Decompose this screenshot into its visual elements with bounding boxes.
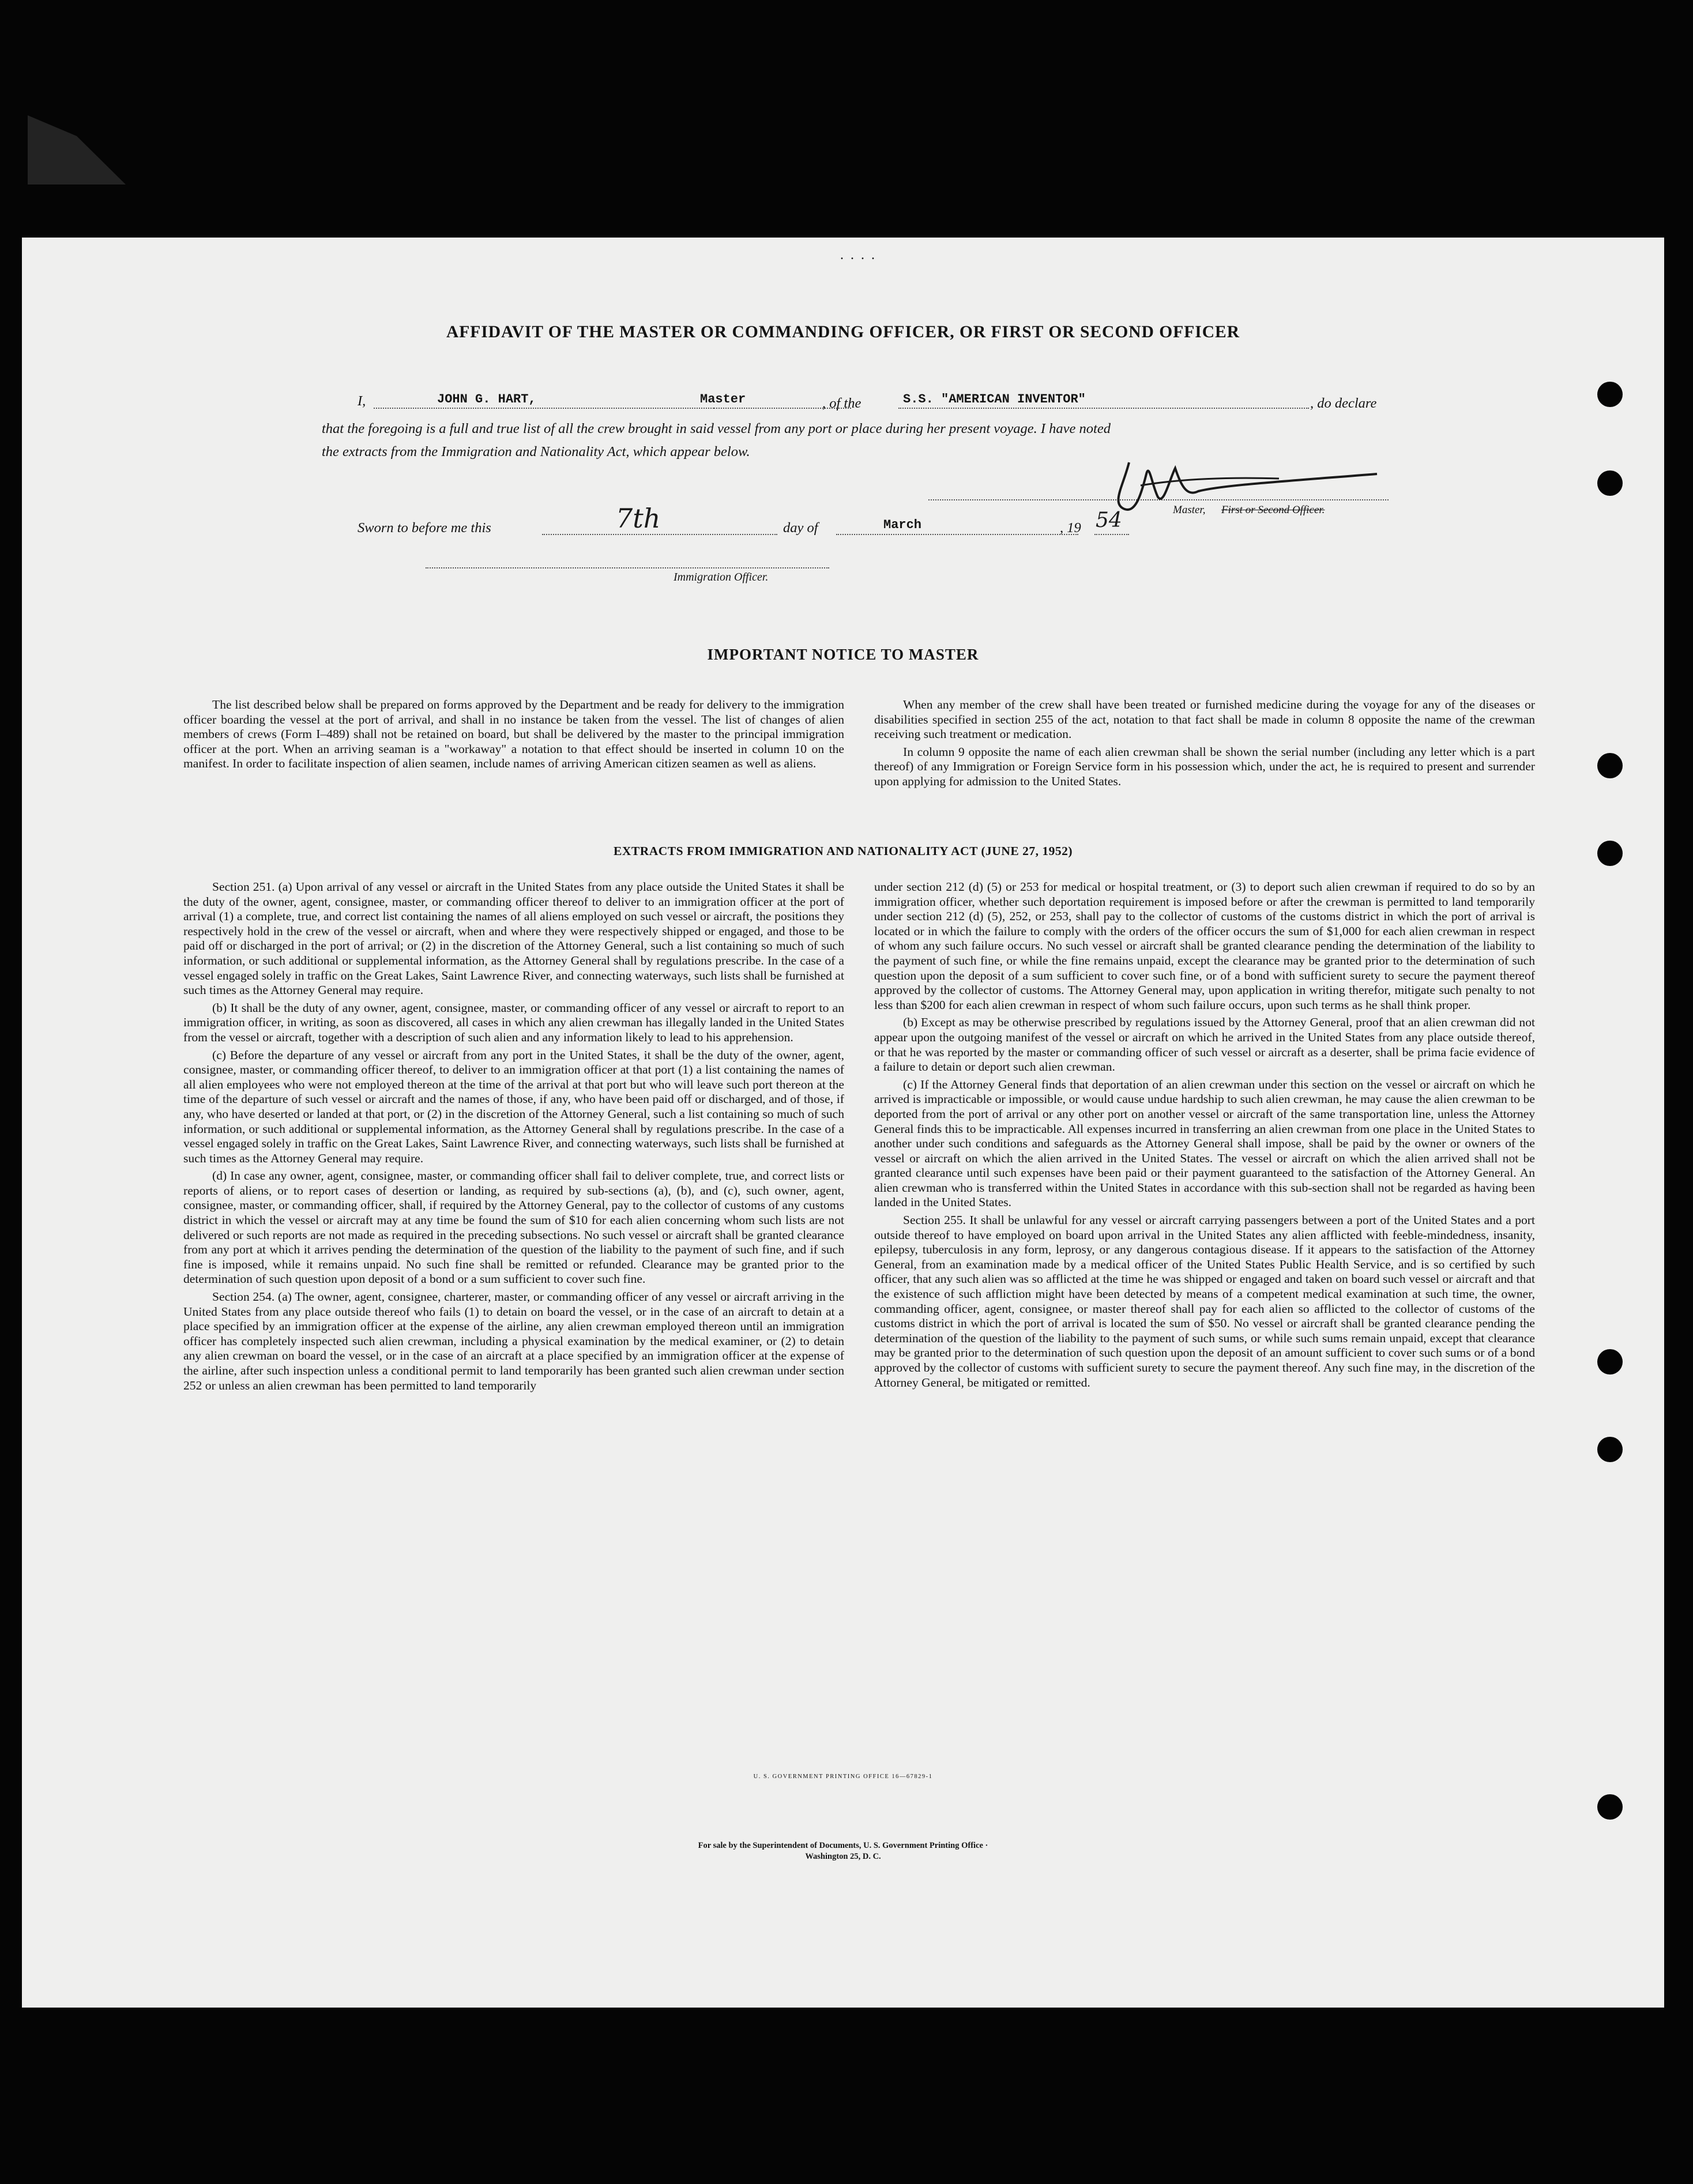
notice-right-column — [874, 698, 1535, 792]
month-line — [836, 534, 1078, 535]
sale-line-1: For sale by the Superintendent of Documents, U. S. Government Printing Office · — [698, 1841, 988, 1850]
do-declare-label: , do declare — [1310, 396, 1377, 411]
pronoun-i: I, — [358, 393, 366, 409]
punch-hole — [1597, 470, 1623, 496]
affidavit-title: AFFIDAVIT OF THE MASTER OR COMMANDING OFFICER, OR FIRST OR SECOND OFFICER — [446, 323, 1240, 341]
of-the-label: , of the — [822, 396, 861, 411]
punch-hole — [1597, 841, 1623, 866]
signature-caption-master: Master, — [1173, 504, 1206, 516]
notice-left-column — [183, 698, 844, 774]
punch-hole — [1597, 382, 1623, 407]
notice-right-paragraph-2: In column 9 opposite the name of each alien crewman shall be shown the serial number (including any letter which is a part thereof) of any Immigration or Foreign Service form in his possession which, under the act, he is required to present and surrender upon applying for admission to the United States. — [874, 744, 1535, 788]
notice-left-paragraph: The list described below shall be prepared on forms approved by the Department and be ready for delivery to the immigration officer boarding the vessel at the port of arrival, and shall in no instance be taken from the vessel. The list of changes of alien members of crews (Form I–489) shall not be retained on board, but shall be delivered by the master to the principal immigration officer at the port. When an arriving seaman is a "workaway" a notation to that effect should be inserted in column 10 on the manifest. In order to facilitate inspection of alien seamen, include names of arriving American citizen seamen as well as aliens. — [183, 698, 844, 771]
rank-value: Master — [700, 392, 746, 406]
name-line — [374, 408, 714, 409]
day-line — [542, 534, 777, 535]
ink-specks: ···· — [840, 251, 881, 266]
extract-paragraph: (b) It shall be the duty of any owner, agent, consignee, master, or commanding officer of any vessel or aircraft to report to an immigration officer, in writing, as soon as discovered, all cases in which any alien crewman has illegally landed in the United States from the vessel or aircraft, together with a description of such alien and any information likely to lead to his apprehension. — [183, 1000, 844, 1044]
punch-hole — [1597, 1794, 1623, 1820]
punch-hole — [1597, 1437, 1623, 1462]
extract-paragraph: Section 251. (a) Upon arrival of any vessel or aircraft in the United States from any place outside the United States it shall be the duty of the owner, agent, consignee, master, or commanding officer thereof to deliver to an immigration officer at the port of arrival (1) a complete, true, and correct list containing the names of all aliens employed on such vessel or aircraft, the positions they respectively hold in the crew of the vessel or aircraft, when and where they were respectively shipped or engaged, and those to be paid off or discharged in the port of arrival; or (2) in the discretion of the Attorney General, such a list containing so much of such information, or such additional or supplemental information, as the Attorney General shall by regulations prescribe. In the case of a vessel engaged solely in traffic on the Great Lakes, Saint Lawrence River, and connecting waterways, such lists shall be furnished at such times as the Attorney General may require. — [183, 880, 844, 997]
vessel-name: S.S. "AMERICAN INVENTOR" — [903, 392, 1086, 406]
punch-hole — [1597, 1349, 1623, 1375]
extracts-title: EXTRACTS FROM IMMIGRATION AND NATIONALITY ACT (JUNE 27, 1952) — [614, 844, 1073, 858]
extracts-right-column — [874, 880, 1535, 1393]
master-name: JOHN G. HART, — [437, 392, 536, 406]
punch-hole — [1597, 753, 1623, 778]
immigration-officer-caption: Immigration Officer. — [674, 571, 769, 583]
notice-right-paragraph-1: When any member of the crew shall have been treated or furnished medicine during the voyage for any of the diseases or disabilities specified in section 255 of the act, notation to that fact shall be made in column 8 opposite the name of the crewman receiving such treatment or medication. — [874, 698, 1535, 741]
day-handwritten: 7th — [616, 503, 661, 534]
year-handwritten: 54 — [1096, 509, 1122, 532]
month-value: March — [883, 518, 922, 532]
signature-caption-struck: First or Second Officer. — [1221, 504, 1325, 516]
sale-notice — [22, 1840, 1664, 1862]
vessel-line — [898, 408, 1309, 409]
extract-paragraph: Section 255. It shall be unlawful for any vessel or aircraft carrying passengers between a port of the United States and a port outside thereof to have employed on board upon arrival in the United States any alien afflicted with feeble-mindedness, insanity, epilepsy, tuberculosis in any form, leprosy, or any dangerous contagious disease. If it appears to the satisfaction of the Attorney General, from an examination made by a medical officer of the United States Public Health Service, and is so certified by such officer, that any such alien was so afflicted at the time he was shipped or engaged and taken on board such vessel or aircraft and that the existence of such affliction might have been detected by means of a competent medical examination at such time, the owner, commanding officer, agent, consignee, or master thereof shall pay for each alien so afflicted to the collector of customs of the customs district in which the port of arrival is located the sum of $50. No vessel or aircraft shall be granted clearance pending the determination of the question of the liability to the payment of such sums, or while such sums remain unpaid, except that clearance may be granted prior to the determination of such question upon the deposit of an amount sufficient to cover such sums or of a bond approved by the collector of customs with sufficient surety to secure the payment thereof. Any such fine may, in the discretion of the Attorney General, be mitigated or remitted. — [874, 1213, 1535, 1390]
gpo-imprint: U. S. GOVERNMENT PRINTING OFFICE 16—67829-1 — [753, 1773, 933, 1780]
extract-paragraph: (c) Before the departure of any vessel or aircraft from any port in the United States, it shall be the duty of the owner, agent, consignee, master, or commanding officer thereof, to deliver to an immigration officer at that port (1) a list containing the names of all alien employees who were not employed thereon at the time of the arrival at that port but who will leave such port thereon at the time of the departure of such vessel or aircraft and the names of those, if any, who have been paid off or discharged, and of those, if any, who have deserted or landed at that port, or (2) in the discretion of the Attorney General, such a list containing so much of such information, or such additional or supplemental information, as the Attorney General shall by regulations prescribe. In the case of a vessel engaged solely in traffic on the Great Lakes, Saint Lawrence River, and connecting waterways, such lists shall be furnished at such times as the Attorney General may require. — [183, 1048, 844, 1165]
declaration-line-2: the extracts from the Immigration and Nationality Act, which appear below. — [322, 444, 750, 460]
sale-line-2: Washington 25, D. C. — [805, 1852, 881, 1861]
day-of-label: day of — [783, 520, 818, 536]
declaration-line-1: that the foregoing is a full and true list of all the crew brought in said vessel from any port or place during her present voyage. I have noted — [322, 421, 1111, 436]
scan-corner-artifact — [28, 115, 126, 184]
year-line — [1094, 534, 1129, 535]
sworn-label: Sworn to before me this — [358, 520, 491, 536]
year-prefix: , 19 — [1060, 520, 1081, 536]
extract-paragraph: Section 254. (a) The owner, agent, consignee, charterer, master, or commanding officer of any vessel or aircraft arriving in the United States from any place outside thereof who fails (1) to detain on board the vessel, or in the case of an aircraft to detain at a place specified by an immigration officer at the expense of the airline, any alien crewman employed thereon until an immigration officer has completely inspected such alien crewman, including a physical examination by the medical examiner, or (2) to detain any alien crewman on board the vessel, or in the case of an aircraft at a place specified by an immigration officer at the expense of the airline, after such inspection unless a conditional permit to land temporarily has been granted such alien crewman under section 252 or unless an alien crewman has been permitted to land temporarily — [183, 1290, 844, 1392]
extract-paragraph: (b) Except as may be otherwise prescribed by regulations issued by the Attorney General, proof that an alien crewman did not appear upon the outgoing manifest of the vessel or aircraft on which he arrived in the United States from any place outside thereof, or that he was reported by the master or commanding officer of such vessel or aircraft as a deserter, shall be prima facie evidence of a failure to detain or deport such alien crewman. — [874, 1015, 1535, 1074]
immigration-officer-line — [426, 567, 829, 568]
extract-paragraph: (c) If the Attorney General finds that deportation of an alien crewman under this section on the vessel or aircraft on which he arrived is impracticable or impossible, or would cause undue hardship to such alien crewman, he may cause the alien crewman to be deported from the port of arrival or any other port on another vessel or aircraft of the same transportation line, unless the Attorney General finds this to be impracticable. All expenses incurred in transferring an alien crewman from one place in the United States to another under such conditions and safeguards as the Attorney General shall impose, shall be paid by the owner or owners of the vessel or aircraft on which the alien arrived in the United States. The vessel or aircraft on which the alien arrived shall not be granted clearance until such expenses have been paid or their payment guaranteed to the satisfaction of the Attorney General. An alien crewman who is transferred within the United States in accordance with this sub-section shall not be regarded as having been landed in the United States. — [874, 1077, 1535, 1210]
notice-title: IMPORTANT NOTICE TO MASTER — [707, 646, 979, 663]
extracts-left-column — [183, 880, 844, 1396]
extract-paragraph: (d) In case any owner, agent, consignee, master, or commanding officer shall fail to deliver complete, true, and correct lists or reports of aliens, or to report cases of desertion or landing, as required by sub-sections (a), (b), and (c), such owner, agent, consignee, master, or commanding officer, shall, if required by the Attorney General, pay to the collector of customs of any customs district in which the vessel or aircraft may at any time be found the sum of $10 for each alien concerning whom such lists are not delivered or such reports are not made as required in the preceding subsections. No such vessel or aircraft shall be granted clearance from any port at which it arrives pending the determination of the question of the liability to the payment of such fine, and if such fine is imposed, while it remains unpaid. No such fine shall be remitted or refunded. Clearance may be granted prior to the determination of such question upon deposit of a bond or a sum sufficient to cover such fine. — [183, 1169, 844, 1286]
document-page — [22, 238, 1664, 2008]
extract-paragraph: under section 212 (d) (5) or 253 for medical or hospital treatment, or (3) to deport such alien crewman if required to do so by an immigration officer, whether such deportation requirement is imposed before or after the crewman is permitted to land temporarily under section 212 (d) (5), 252, or 253, shall pay to the collector of customs of the customs district in which the port of arrival is located or in which the failure to comply with the orders of the officer occurs the sum of $1,000 for each alien crewman in respect of whom any such failure occurs. No such vessel or aircraft shall be granted clearance pending the determination of the liability to the payment of such fine, or while the fine remains unpaid, except the clearance may be granted prior to the determination of such question upon the deposit of a sum sufficient to cover such fine, or of a bond with sufficient surety to secure the payment thereof approved by the collector of customs. The Attorney General may, upon application in writing therefor, mitigate such penalty to not less than $200 for each alien crewman in respect of whom such failure occurs, upon such terms as he shall think proper. — [874, 880, 1535, 1012]
